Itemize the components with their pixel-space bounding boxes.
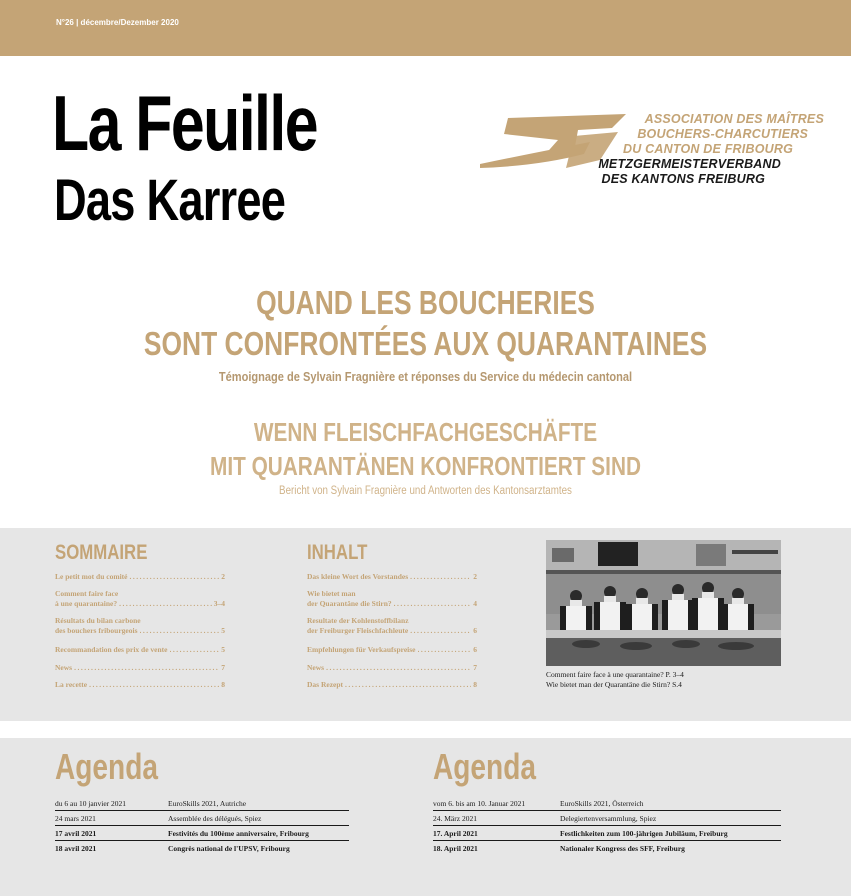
toc-entry-title: Le petit mot du comité — [55, 572, 128, 581]
toc-leader — [410, 572, 471, 582]
toc-entry[interactable] — [55, 663, 225, 673]
toc-entry-title: Resultate der Kohlenstoffbilanz — [307, 616, 409, 625]
toc-entry[interactable] — [307, 645, 477, 655]
headline-de-line-1: WENN FLEISCHFACHGESCHÄFTE — [253, 417, 598, 447]
issue-number: N°26 | décembre/Dezember 2020 — [56, 18, 179, 27]
toc-page: 7 — [221, 663, 225, 672]
toc-leader — [410, 626, 471, 636]
toc-entry-title-line-2: der Freiburger Fleischfachleute — [307, 626, 409, 635]
toc-entry-title: News — [55, 663, 73, 672]
toc-page: 6 — [473, 626, 477, 635]
headline-fr-line-1: QUAND LES BOUCHERIES — [256, 284, 595, 321]
toc-page: 5 — [221, 645, 225, 654]
logo-line-de-2: DES KANTONS FREIBURG — [601, 172, 765, 186]
toc-entry-title: Das Rezept — [307, 680, 344, 689]
toc-entry-title-line-2: der Quarantäne die Stirn? — [307, 599, 392, 608]
magazine-subtitle: Das Karree — [54, 168, 286, 233]
sommaire-heading: SOMMAIRE — [55, 541, 148, 564]
toc-entry-title: Das kleine Wort des Vorstandes — [307, 572, 409, 581]
toc-leader — [119, 599, 212, 609]
agenda-event: EuroSkills 2021, Österreich — [560, 799, 644, 808]
agenda-de-heading: Agenda — [433, 746, 536, 787]
toc-page: 4 — [473, 599, 477, 608]
headline-fr-subtitle: Témoignage de Sylvain Fragnière et réponses du Service du médecin cantonal — [218, 369, 633, 384]
headline-de-subtitle: Bericht von Sylvain Fragnière und Antworten des Kantonsarztamtes — [279, 485, 572, 497]
toc-leader — [418, 645, 472, 655]
toc-page: 8 — [221, 680, 225, 689]
toc-entry-title: La recette — [55, 680, 88, 689]
agenda-event: EuroSkills 2021, Autriche — [168, 799, 247, 808]
toc-entry-title: Empfehlungen für Verkaufspreise — [307, 645, 416, 654]
photo-caption-de: Wie bietet man der Quarantäne die Stirn? S.4 — [546, 680, 682, 689]
agenda-date: 24 mars 2021 — [55, 814, 96, 823]
agenda-event: Nationaler Kongress des SFF, Freiburg — [560, 844, 685, 853]
toc-entry-title: Comment faire face — [55, 589, 119, 598]
agenda-row — [55, 841, 349, 856]
headline-fr-line-2: SONT CONFRONTÉES AUX QUARANTAINES — [143, 325, 708, 362]
agenda-date: vom 6. bis am 10. Januar 2021 — [433, 799, 526, 808]
agenda-row — [433, 826, 781, 841]
toc-entry[interactable] — [55, 645, 225, 655]
toc-leader — [89, 680, 219, 690]
toc-leader — [129, 572, 219, 582]
agenda-row — [433, 841, 781, 856]
toc-page: 6 — [473, 645, 477, 654]
agenda-row — [55, 826, 349, 841]
toc-page: 5 — [221, 626, 225, 635]
toc-leader — [140, 626, 220, 636]
toc-entry[interactable] — [55, 572, 225, 582]
toc-entry-title-line-2: des bouchers fribourgeois — [55, 626, 138, 635]
agenda-fr-heading: Agenda — [55, 746, 158, 787]
toc-entry[interactable] — [307, 589, 477, 609]
agenda-date: 17 avril 2021 — [55, 829, 97, 838]
toc-entry-title-line-2: à une quarantaine? — [55, 599, 118, 608]
headline-de-line-2: MIT QUARANTÄNEN KONFRONTIERT SIND — [209, 451, 641, 481]
agenda-date: 17. April 2021 — [433, 829, 478, 838]
toc-page: 2 — [473, 572, 477, 581]
magazine-title: La Feuille — [52, 79, 318, 167]
photo-caption-fr: Comment faire face à une quarantaine? P. 3–4 — [546, 670, 684, 679]
photo-illustration — [546, 540, 781, 666]
logo-line-de-1: METZGERMEISTERVERBAND — [598, 157, 781, 171]
toc-page: 2 — [221, 572, 225, 581]
toc-page: 8 — [473, 680, 477, 689]
butchers-team-photo — [546, 540, 781, 666]
agenda-event: Festivités du 100ème anniversaire, Fribourg — [168, 829, 309, 838]
agenda-row — [433, 796, 781, 811]
agenda-row — [55, 811, 349, 826]
agenda-row — [55, 796, 349, 811]
agenda-event: Congrès national de l'UPSV, Fribourg — [168, 844, 290, 853]
agenda-date: 18. April 2021 — [433, 844, 478, 853]
agenda-event: Assemblée des délégués, Spiez — [168, 814, 262, 823]
association-logo — [478, 108, 824, 198]
toc-entry[interactable] — [55, 616, 225, 636]
toc-leader — [170, 645, 220, 655]
toc-entry[interactable] — [307, 663, 477, 673]
logo-line-fr-3: DU CANTON DE FRIBOURG — [623, 142, 793, 156]
toc-leader — [326, 663, 471, 673]
agenda-row — [433, 811, 781, 826]
agenda-event: Festlichkeiten zum 100-jährigen Jubiläum, Freiburg — [560, 829, 728, 838]
toc-page: 7 — [473, 663, 477, 672]
toc-entry[interactable] — [55, 680, 225, 690]
toc-entry[interactable] — [307, 680, 477, 690]
toc-leader — [345, 680, 471, 690]
toc-entry[interactable] — [55, 589, 225, 609]
toc-entry-title: Recommandation des prix de vente — [55, 645, 168, 654]
toc-entry-title: Résultats du bilan carbone — [55, 616, 141, 625]
toc-entry-title: News — [307, 663, 325, 672]
agenda-date: 18 avril 2021 — [55, 844, 97, 853]
toc-leader — [74, 663, 219, 673]
logo-line-fr-1: ASSOCIATION DES MAÎTRES — [644, 112, 824, 126]
agenda-event: Delegiertenversammlung, Spiez — [560, 814, 657, 823]
agenda-date: du 6 au 10 janvier 2021 — [55, 799, 127, 808]
logo-text — [584, 112, 824, 187]
inhalt-heading: INHALT — [307, 541, 368, 564]
agenda-date: 24. März 2021 — [433, 814, 477, 823]
header-bar — [0, 0, 851, 56]
toc-page: 3–4 — [213, 599, 225, 608]
toc-entry-title: Wie bietet man — [307, 589, 356, 598]
toc-entry[interactable] — [307, 572, 477, 582]
logo-line-fr-2: BOUCHERS-CHARCUTIERS — [637, 127, 808, 141]
photo-caption — [546, 670, 684, 690]
toc-leader — [394, 599, 472, 609]
toc-entry[interactable] — [307, 616, 477, 636]
